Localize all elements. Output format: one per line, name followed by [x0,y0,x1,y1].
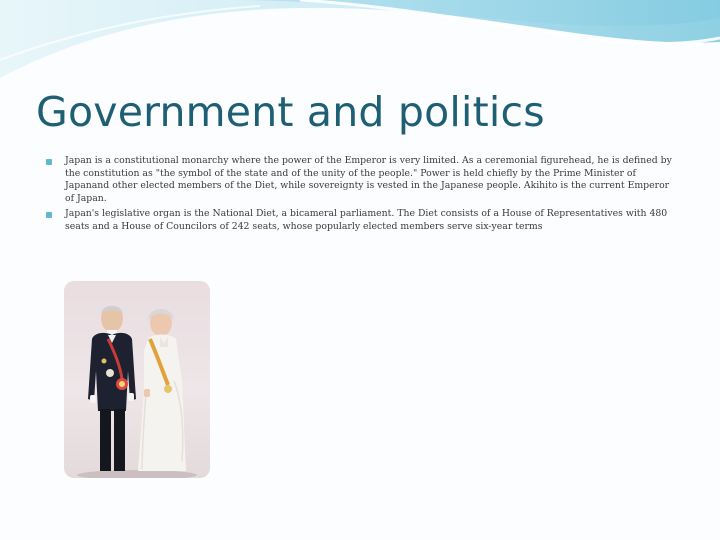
header-wave-decoration [0,0,720,90]
emperor-figure [88,306,136,471]
empress-figure [138,309,186,471]
bullet-text: Japan is a constitutional monarchy where the power of the Emperor is very limited. As a ceremonial figurehead, he is defined by the constitution as "the symbol of the state and of the unity of the people." Power is held chiefly by the Prime Minister of Japanand other elected members of the Diet, while sovereignty is vested in the Japanese people. Akihito is the current Emperor of Japan. [65,155,672,204]
bullet-list [46,155,672,237]
portrait-photo [64,281,210,478]
portrait-illustration [64,281,210,478]
bullet-marker-icon [46,212,52,218]
bullet-marker-icon [46,159,52,165]
bullet-item [46,155,672,205]
slide-title: Government and politics [36,88,545,136]
bullet-item [46,208,672,233]
bullet-text: Japan's legislative organ is the National Diet, a bicameral parliament. The Diet consists of a House of Representatives with 480 seats and a House of Councilors of 242 seats, whose popularly elected members serve six-year terms [65,208,668,232]
